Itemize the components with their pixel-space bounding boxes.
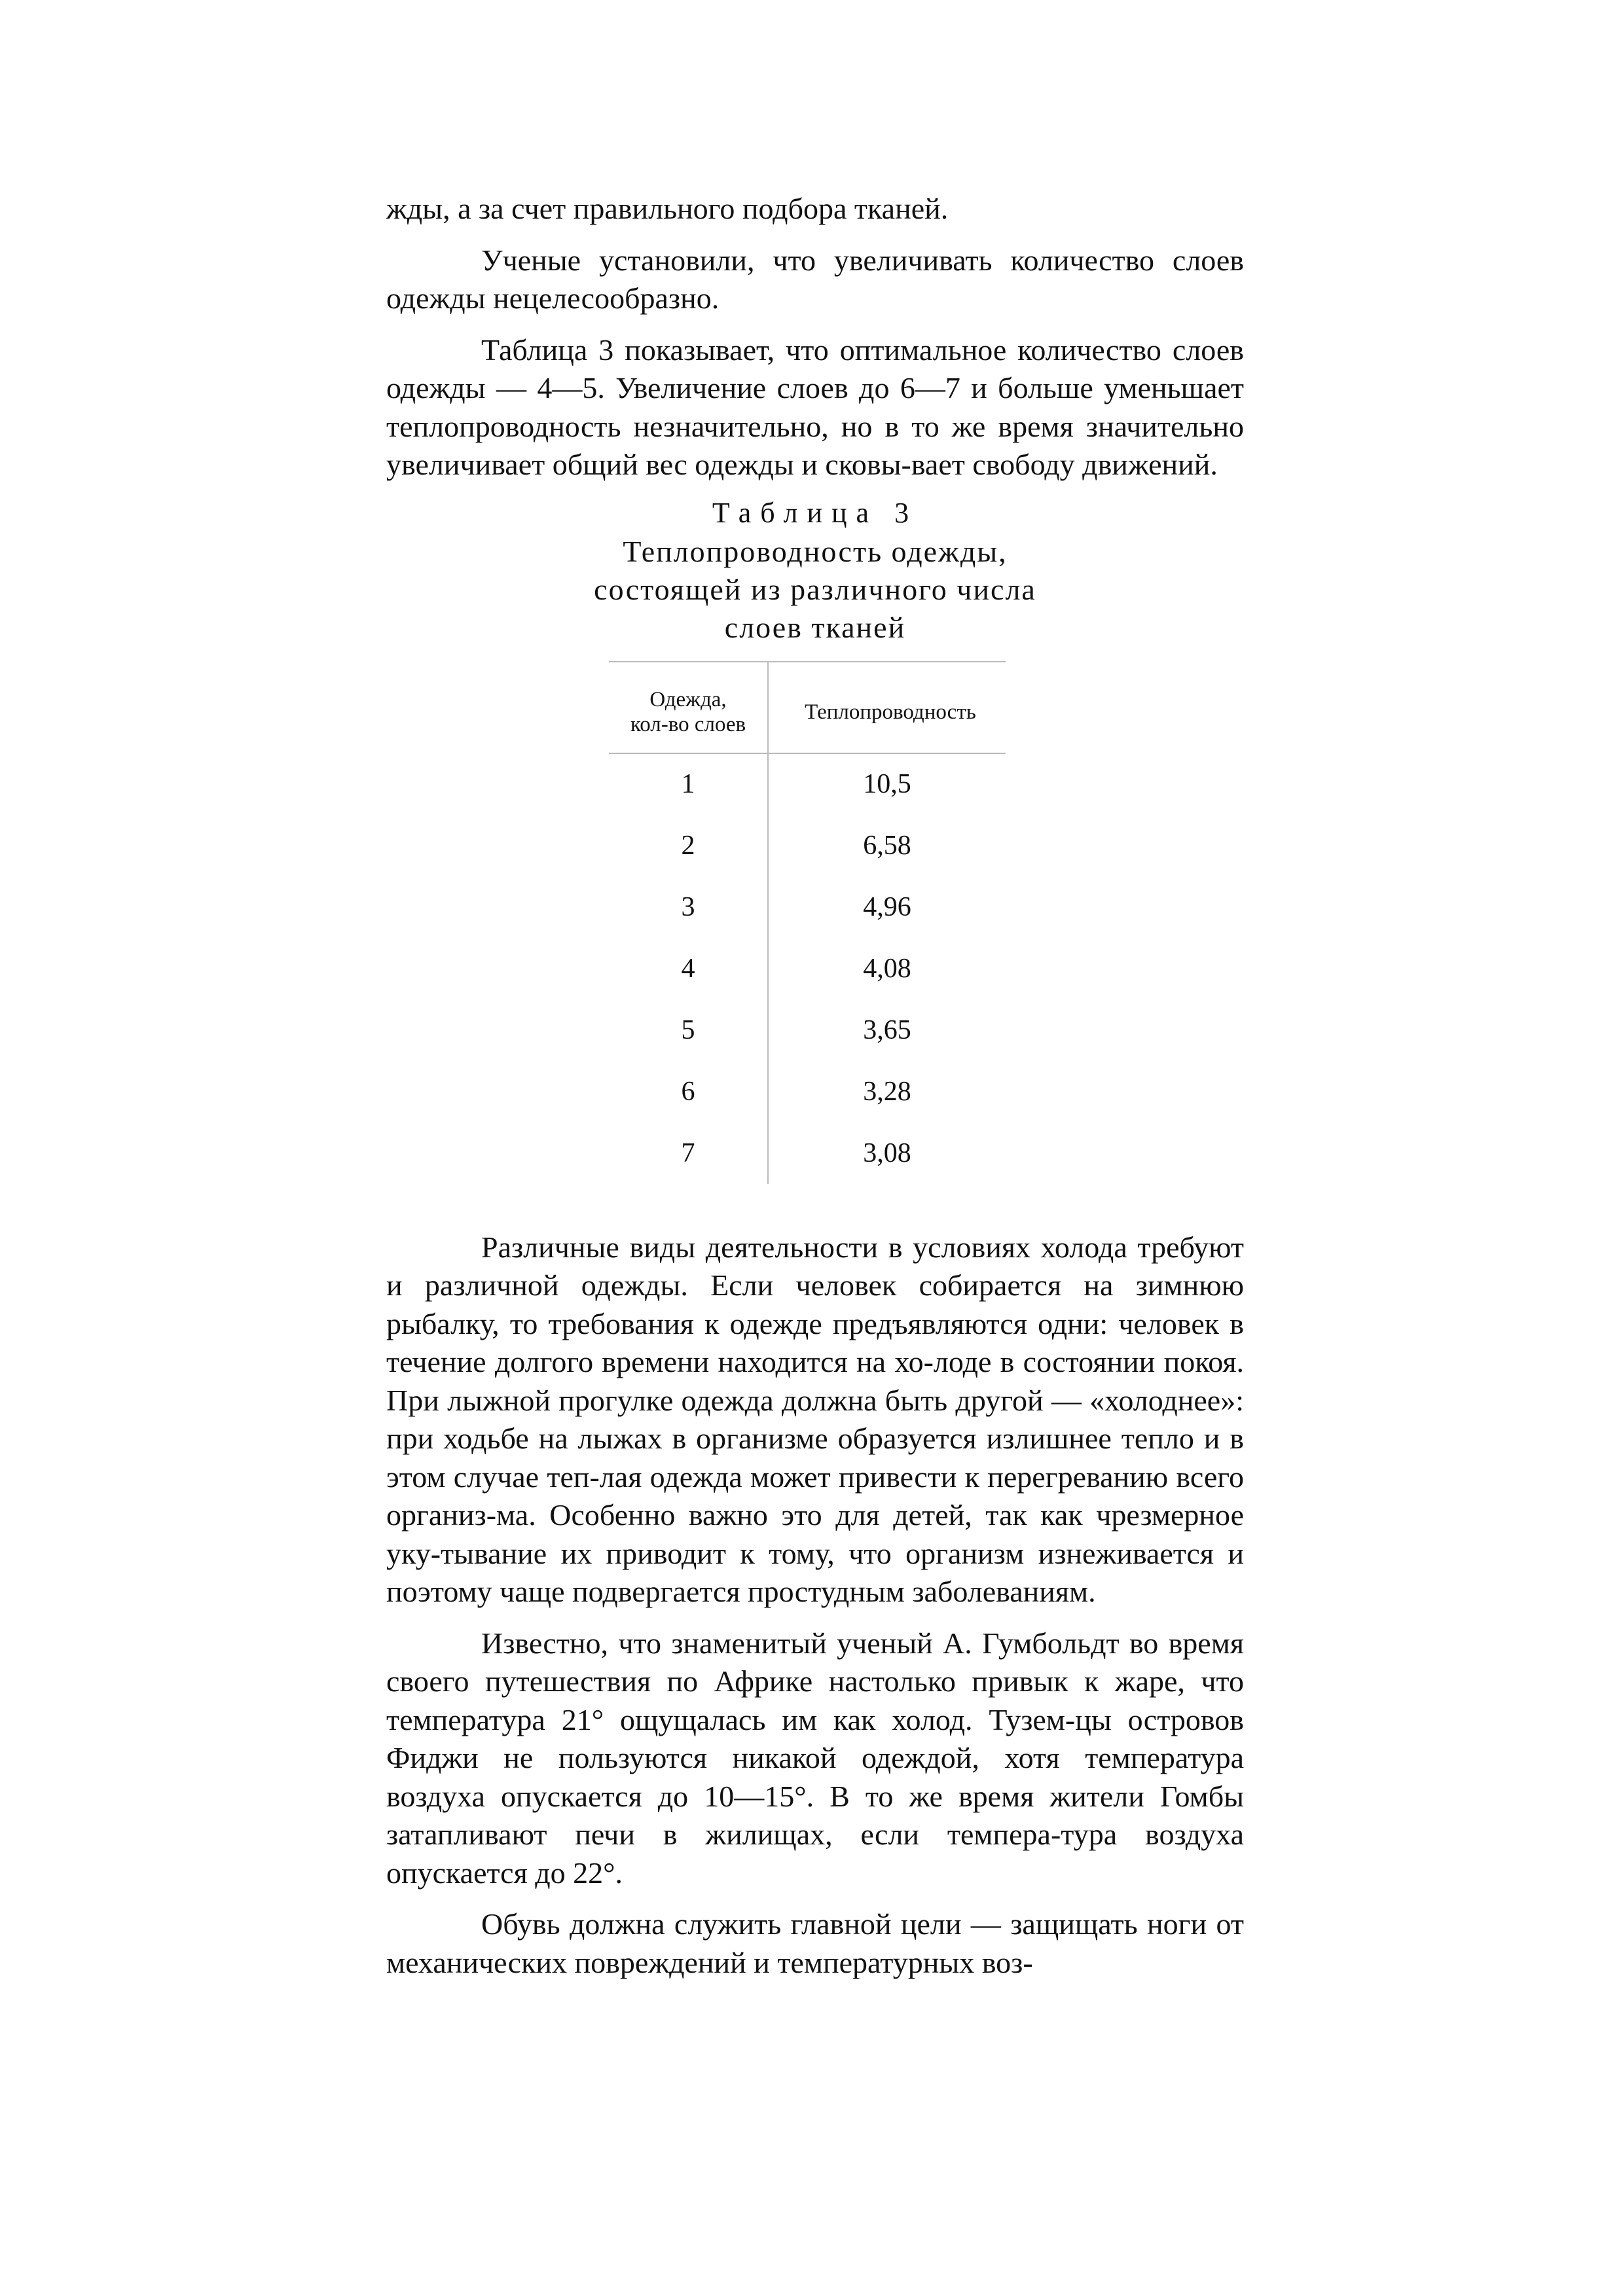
cell-layers: 7: [609, 1122, 768, 1184]
header-layers: [609, 662, 768, 753]
table-title-line: слоев тканей: [724, 610, 906, 644]
cell-layers: 6: [609, 1061, 768, 1122]
cell-conductivity: 3,65: [863, 1014, 911, 1045]
paragraph-continuation: жды, а за счет правильного подбора тканей.: [386, 192, 949, 225]
header-layers-line: кол-во слоев: [630, 712, 746, 736]
cell-layers: 4: [609, 938, 768, 999]
table-row: [609, 876, 1006, 938]
table-row: [609, 938, 1006, 999]
table-row: [609, 1061, 1006, 1122]
header-conductivity: Теплопроводность: [768, 662, 1006, 753]
cell-conductivity: 3,08: [863, 1138, 911, 1168]
paragraph-humboldt: Известно, что знаменитый ученый А. Гумбольдт во время своего путешествия по Африке настолько привык к жаре, что температура 21° ощущалась им как холод. Тузем-цы островов Фиджи не пользуются никакой одеждой, хотя температура воздуха опускается до 10—15°. В то же время жители Гомбы затапливают печи в жилищах, если темпера-тура воздуха опускается до 22°.: [386, 1626, 1244, 1890]
table-header-row: [609, 662, 1006, 753]
table-row: [609, 815, 1006, 876]
table-label: Таблица 3: [712, 496, 919, 529]
paragraph-footwear: Обувь должна служить главной цели — защищать ноги от механических повреждений и температурных воз-: [386, 1907, 1244, 1979]
cell-conductivity: 4,08: [863, 953, 911, 984]
paragraph-scientists: Ученые установили, что увеличивать количество слоев одежды нецелесообразно.: [386, 243, 1244, 315]
cell-layers: 2: [609, 815, 768, 876]
cell-layers: 5: [609, 999, 768, 1061]
cell-layers: 3: [609, 876, 768, 938]
cell-conductivity: 3,28: [863, 1076, 911, 1107]
table-caption: [386, 493, 1244, 647]
paragraph-table-reference: Таблица 3 показывает, что оптимальное количество слоев одежды — 4—5. Увеличение слоев до 6—7 и больше уменьшает теплопроводность незначительно, но в то же время значительно увеличивает общий вес одежды и сковы-вает свободу движений.: [386, 332, 1244, 481]
table-row: [609, 753, 1006, 815]
cell-layers: 1: [609, 753, 768, 815]
table-row: [609, 999, 1006, 1061]
cell-conductivity: 6,58: [863, 830, 911, 861]
conductivity-table: [609, 661, 1006, 1184]
page-content: [386, 190, 1244, 1982]
table-title-line: Теплопроводность одежды,: [623, 534, 1008, 568]
cell-conductivity: 10,5: [863, 768, 911, 799]
header-layers-line: Одежда,: [649, 687, 727, 711]
paragraph-activities: Различные виды деятельности в условиях холода требуют и различной одежды. Если человек собирается на зимнюю рыбалку, то требования к одежде предъявляются одни: человек в течение долгого времени находится на хо-лоде в состоянии покоя. При лыжной прогулке одежда должна быть другой — «холоднее»: при ходьбе на лыжах в организме образуется излишнее тепло и в этом случае теп-лая одежда может привести к перегреванию всего организ-ма. Особенно важно это для детей, так как чрезмерное уку-тывание их приводит к тому, что организм изнеживается и поэтому чаще подвергается простудным заболеваниям.: [386, 1230, 1244, 1608]
table-row: [609, 1122, 1006, 1184]
table-title-line: состоящей из различного числа: [594, 572, 1036, 606]
cell-conductivity: 4,96: [863, 891, 911, 922]
